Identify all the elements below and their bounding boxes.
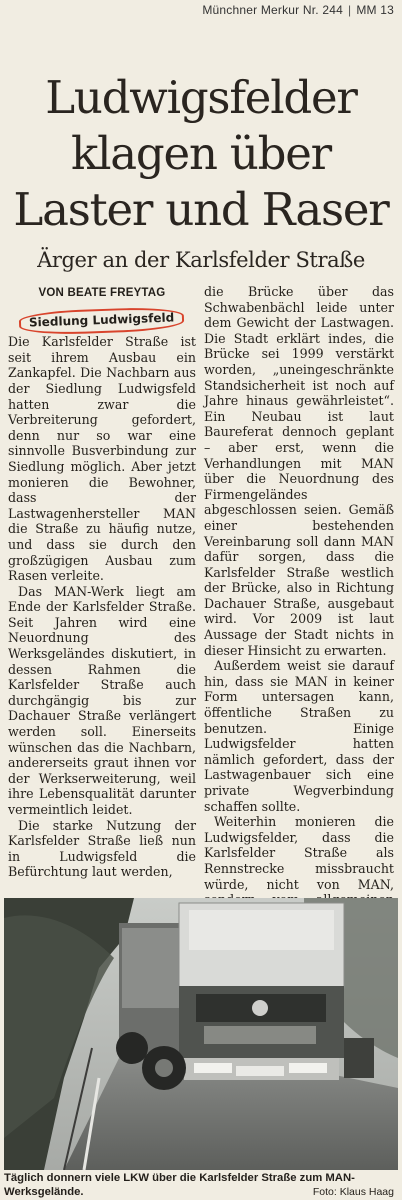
article-column-left [8, 284, 196, 880]
truck-illustration [4, 898, 398, 1170]
article-paragraph: Das MAN-Werk liegt am Ende der Karlsfelder Straße. Seit Jahren wird eine Neuordnung des Werksgeländes diskutiert, in dessen Rahmen die Karlsfelder Straße auch durchgängig bis zur Dachauer Straße verlängert werden soll. Einerseits wünschen das die Nachbarn, andererseits graut ihnen vor der Werkserweiterung, weil ihre Lebensqualität darunter vermeintlich leidet. [8, 583, 196, 817]
headline [0, 70, 402, 238]
article-paragraph: Die starke Nutzung der Karlsfelder Straße ließ nun in Ludwigsfeld die Befürchtung laut werden, [8, 817, 196, 880]
photo-credit: Foto: Klaus Haag [312, 1186, 394, 1198]
kicker-label: Siedlung Ludwigsfeld [19, 306, 185, 335]
publication-name: Münchner Merkur Nr. 244 [202, 3, 343, 17]
headline-line-2: klagen über [71, 127, 331, 180]
article-paragraph: Außerdem weist sie darauf hin, dass sie MAN in keiner Form untersagen kann, öffentliche Straßen zu benutzen. Einige Ludwigsfelder hatten nämlich gefordert, dass der Lastwagenbauer sich eine private Wegverbindung schaffen sollte. [204, 658, 394, 814]
left-column-text [8, 334, 196, 880]
page-number: MM 13 [356, 3, 394, 17]
headline-line-1: Ludwigsfelder [45, 71, 357, 124]
kicker-wrapper [8, 309, 196, 333]
subheadline: Ärger an der Karlsfelder Straße [37, 248, 365, 272]
page-header [202, 3, 394, 17]
headline-line-3: Laster und Raser [13, 183, 389, 236]
truck-photo [4, 898, 398, 1170]
byline: VON BEATE FREYTAG [38, 287, 166, 299]
article-paragraph: Weiterhin monieren die Ludwigsfelder, dass die Karlsfelder Straße als Rennstrecke missbraucht würde, nicht von MAN, [204, 814, 394, 892]
article-paragraph: die Brücke über das Schwabenbächl leide unter dem Gewicht der Lastwagen. Die Stadt erklärt indes, die Brücke sei 1999 verstärkt worden, „uneingeschränkte Standsicherheit ist noch auf Jahre hinaus gewährleistet“. Ein Neubau ist laut Baureferat dennoch geplant – aber erst, wenn die Verhandlungen mit MAN über die Neuordnung des Firmengeländes abgeschlossen seien. Gemäß einer bestehenden Vereinbarung soll dann MAN dafür sorgen, dass die Karlsfelder Straße westlich der Brücke, also in Richtung Dachauer Straße, ausgebaut wird. Vor 2009 ist laut Aussage der Stadt nichts in dieser Hinsicht zu erwarten. [204, 284, 394, 658]
header-separator: | [347, 3, 352, 17]
article-paragraph: Die Karlsfelder Straße ist seit ihrem Ausbau ein Zankapfel. Die Nachbarn aus der Siedlung Ludwigsfeld hatten zwar die Verbreiterung gefordert, denn nur so war eine sinnvolle Busverbindung zur Siedlung möglich. Aber jetzt monieren die Bewohner, dass der Lastwagenhersteller MAN die Straße zu häufig nutze, und dass sie durch den großzügigen Ausbau zum Rasen verleite. [8, 334, 196, 584]
photo-caption: Täglich donnern viele LKW über die Karlsfelder Straße zum MAN-Werksgelände. [4, 1172, 355, 1198]
